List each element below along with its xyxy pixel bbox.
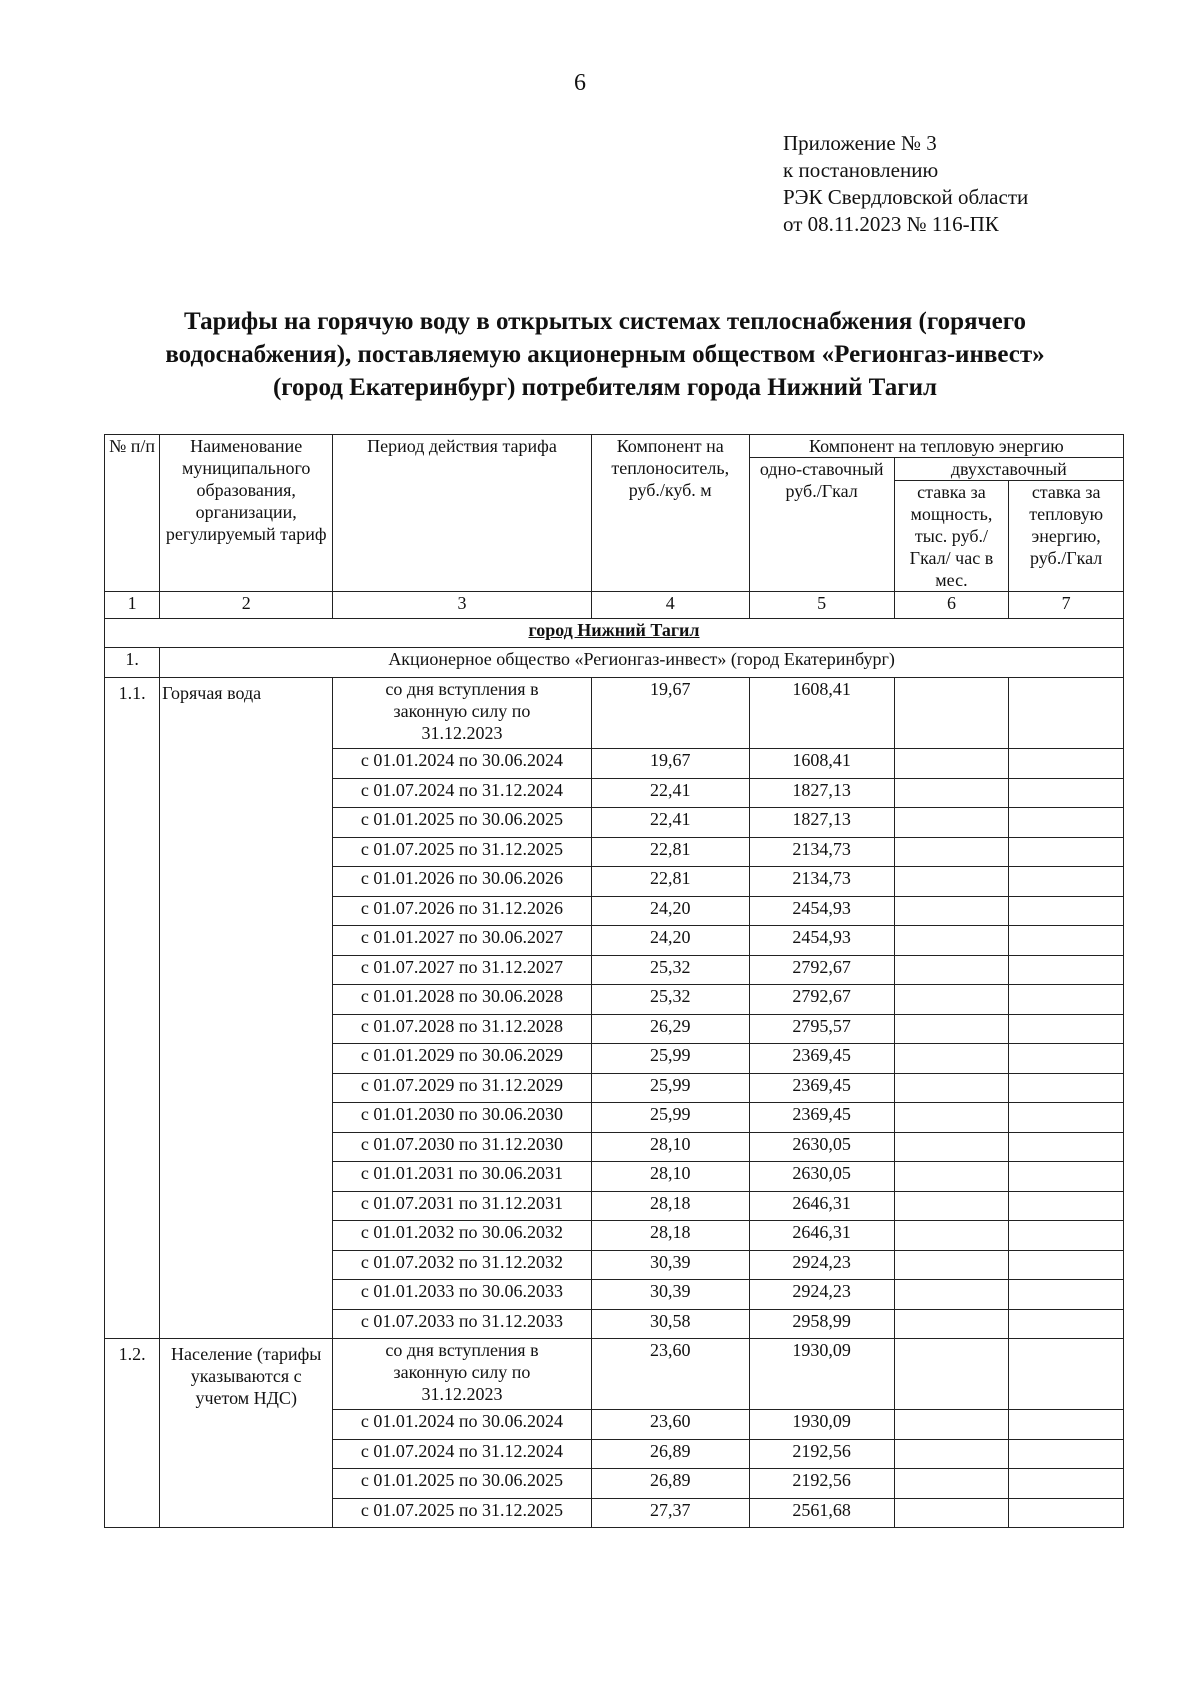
capacity-rate-cell <box>894 1410 1009 1440</box>
period-cell: с 01.07.2031 по 31.12.2031 <box>333 1191 592 1221</box>
period-cell: с 01.07.2032 по 31.12.2032 <box>333 1250 592 1280</box>
energy-rate-cell <box>1009 1014 1124 1044</box>
carrier-cell: 23,60 <box>591 1410 749 1440</box>
title-line: (город Екатеринбург) потребителям города Нижний Тагил <box>272 374 937 401</box>
city-heading: город Нижний Тагил <box>105 619 1124 648</box>
period-cell: с 01.01.2025 по 30.06.2025 <box>333 1469 592 1499</box>
carrier-cell: 19,67 <box>591 678 749 749</box>
period-cell: с 01.01.2033 по 30.06.2033 <box>333 1280 592 1310</box>
single-rate-cell: 1930,09 <box>749 1410 894 1440</box>
energy-rate-cell <box>1009 867 1124 897</box>
org-name: Акционерное общество «Регионгаз-инвест» (город Екатеринбург) <box>160 648 1124 678</box>
period-cell: с 01.01.2025 по 30.06.2025 <box>333 808 592 838</box>
carrier-cell: 22,41 <box>591 808 749 838</box>
section-name: Горячая вода <box>160 678 333 1339</box>
section-name: Население (тарифы указываются с учетом НДС) <box>160 1339 333 1528</box>
period-cell: с 01.07.2024 по 31.12.2024 <box>333 1439 592 1469</box>
carrier-cell: 24,20 <box>591 926 749 956</box>
energy-rate-cell <box>1009 1250 1124 1280</box>
carrier-cell: 27,37 <box>591 1498 749 1528</box>
single-rate-cell: 1827,13 <box>749 778 894 808</box>
period-cell: с 01.07.2025 по 31.12.2025 <box>333 837 592 867</box>
energy-rate-cell <box>1009 1162 1124 1192</box>
header-heat-group: Компонент на тепловую энергию <box>749 435 1123 458</box>
energy-rate-cell <box>1009 1132 1124 1162</box>
energy-rate-cell <box>1009 1498 1124 1528</box>
single-rate-cell: 2369,45 <box>749 1073 894 1103</box>
energy-rate-cell <box>1009 926 1124 956</box>
appendix-line: к постановлению <box>783 158 939 182</box>
energy-rate-cell <box>1009 1339 1124 1410</box>
single-rate-cell: 2792,67 <box>749 955 894 985</box>
section-number: 1.1. <box>105 678 160 1339</box>
carrier-cell: 22,41 <box>591 778 749 808</box>
capacity-rate-cell <box>894 749 1009 779</box>
energy-rate-cell <box>1009 837 1124 867</box>
carrier-cell: 23,60 <box>591 1339 749 1410</box>
capacity-rate-cell <box>894 778 1009 808</box>
header-number: № п/п <box>105 435 160 592</box>
carrier-cell: 25,99 <box>591 1073 749 1103</box>
single-rate-cell: 2134,73 <box>749 837 894 867</box>
appendix-line: от 08.11.2023 № 116-ПК <box>783 212 999 236</box>
carrier-cell: 25,32 <box>591 955 749 985</box>
column-number: 2 <box>160 592 333 619</box>
energy-rate-cell <box>1009 1410 1124 1440</box>
capacity-rate-cell <box>894 808 1009 838</box>
single-rate-cell: 1608,41 <box>749 749 894 779</box>
single-rate-cell: 2630,05 <box>749 1132 894 1162</box>
period-cell: с 01.07.2026 по 31.12.2026 <box>333 896 592 926</box>
carrier-cell: 24,20 <box>591 896 749 926</box>
period-cell: с 01.01.2031 по 30.06.2031 <box>333 1162 592 1192</box>
column-number: 6 <box>894 592 1009 619</box>
single-rate-cell: 2369,45 <box>749 1044 894 1074</box>
period-cell: с 01.07.2033 по 31.12.2033 <box>333 1309 592 1339</box>
period-cell: с 01.07.2025 по 31.12.2025 <box>333 1498 592 1528</box>
period-cell: с 01.01.2024 по 30.06.2024 <box>333 749 592 779</box>
period-cell: с 01.01.2029 по 30.06.2029 <box>333 1044 592 1074</box>
capacity-rate-cell <box>894 1073 1009 1103</box>
single-rate-cell: 2646,31 <box>749 1191 894 1221</box>
single-rate-cell: 2792,67 <box>749 985 894 1015</box>
section-number: 1.2. <box>105 1339 160 1528</box>
capacity-rate-cell <box>894 837 1009 867</box>
energy-rate-cell <box>1009 955 1124 985</box>
capacity-rate-cell <box>894 1044 1009 1074</box>
carrier-cell: 28,10 <box>591 1132 749 1162</box>
capacity-rate-cell <box>894 1339 1009 1410</box>
tariff-row <box>105 678 1124 749</box>
capacity-rate-cell <box>894 926 1009 956</box>
energy-rate-cell <box>1009 778 1124 808</box>
single-rate-cell: 2630,05 <box>749 1162 894 1192</box>
energy-rate-cell <box>1009 1103 1124 1133</box>
period-cell: со дня вступления в законную силу по 31.12.2023 <box>333 678 592 749</box>
page-number: 6 <box>574 70 586 96</box>
capacity-rate-cell <box>894 678 1009 749</box>
capacity-rate-cell <box>894 1469 1009 1499</box>
carrier-cell: 26,89 <box>591 1469 749 1499</box>
single-rate-cell: 2795,57 <box>749 1014 894 1044</box>
header-name: Наименование муниципального образования, организации, регулируемый тариф <box>160 435 333 592</box>
header-carrier: Компонент на теплоноситель, руб./куб. м <box>591 435 749 592</box>
tariff-row <box>105 1339 1124 1410</box>
period-cell: с 01.01.2028 по 30.06.2028 <box>333 985 592 1015</box>
energy-rate-cell <box>1009 808 1124 838</box>
column-number: 5 <box>749 592 894 619</box>
carrier-cell: 26,89 <box>591 1439 749 1469</box>
energy-rate-cell <box>1009 1191 1124 1221</box>
period-cell: с 01.07.2028 по 31.12.2028 <box>333 1014 592 1044</box>
carrier-cell: 28,10 <box>591 1162 749 1192</box>
capacity-rate-cell <box>894 1439 1009 1469</box>
single-rate-cell: 2924,23 <box>749 1280 894 1310</box>
single-rate-cell: 2369,45 <box>749 1103 894 1133</box>
document-title <box>100 305 1110 404</box>
energy-rate-cell <box>1009 985 1124 1015</box>
appendix-line: РЭК Свердловской области <box>783 185 1029 209</box>
appendix-note <box>783 130 1028 238</box>
carrier-cell: 22,81 <box>591 867 749 897</box>
energy-rate-cell <box>1009 1044 1124 1074</box>
header-period: Период действия тарифа <box>333 435 592 592</box>
capacity-rate-cell <box>894 955 1009 985</box>
header-energy-rate: ставка за тепловую энергию, руб./Гкал <box>1009 481 1124 592</box>
column-number: 1 <box>105 592 160 619</box>
single-rate-cell: 1827,13 <box>749 808 894 838</box>
column-number: 3 <box>333 592 592 619</box>
capacity-rate-cell <box>894 1309 1009 1339</box>
carrier-cell: 26,29 <box>591 1014 749 1044</box>
energy-rate-cell <box>1009 1073 1124 1103</box>
appendix-line: Приложение № 3 <box>783 131 937 155</box>
header-two-part-group: двухставочный <box>894 458 1123 481</box>
carrier-cell: 25,99 <box>591 1103 749 1133</box>
energy-rate-cell <box>1009 1221 1124 1251</box>
capacity-rate-cell <box>894 867 1009 897</box>
header-capacity-rate: ставка за мощность, тыс. руб./Гкал/ час в мес. <box>894 481 1009 592</box>
carrier-cell: 28,18 <box>591 1191 749 1221</box>
title-line: Тарифы на горячую воду в открытых системах теплоснабжения (горячего <box>184 308 1026 335</box>
header-single-rate: одно-ставочный руб./Гкал <box>749 458 894 592</box>
capacity-rate-cell <box>894 1280 1009 1310</box>
carrier-cell: 25,99 <box>591 1044 749 1074</box>
capacity-rate-cell <box>894 896 1009 926</box>
single-rate-cell: 2561,68 <box>749 1498 894 1528</box>
period-cell: с 01.07.2024 по 31.12.2024 <box>333 778 592 808</box>
capacity-rate-cell <box>894 1162 1009 1192</box>
period-cell: со дня вступления в законную силу по 31.12.2023 <box>333 1339 592 1410</box>
period-cell: с 01.07.2029 по 31.12.2029 <box>333 1073 592 1103</box>
org-number: 1. <box>105 648 160 678</box>
capacity-rate-cell <box>894 1221 1009 1251</box>
capacity-rate-cell <box>894 1103 1009 1133</box>
single-rate-cell: 2192,56 <box>749 1469 894 1499</box>
energy-rate-cell <box>1009 1309 1124 1339</box>
capacity-rate-cell <box>894 985 1009 1015</box>
period-cell: с 01.01.2032 по 30.06.2032 <box>333 1221 592 1251</box>
energy-rate-cell <box>1009 1469 1124 1499</box>
period-cell: с 01.07.2030 по 31.12.2030 <box>333 1132 592 1162</box>
energy-rate-cell <box>1009 896 1124 926</box>
carrier-cell: 19,67 <box>591 749 749 779</box>
carrier-cell: 25,32 <box>591 985 749 1015</box>
single-rate-cell: 2646,31 <box>749 1221 894 1251</box>
period-cell: с 01.01.2030 по 30.06.2030 <box>333 1103 592 1133</box>
single-rate-cell: 2454,93 <box>749 896 894 926</box>
carrier-cell: 30,58 <box>591 1309 749 1339</box>
energy-rate-cell <box>1009 1280 1124 1310</box>
column-number: 4 <box>591 592 749 619</box>
title-line: водоснабжения), поставляемую акционерным обществом «Регионгаз-инвест» <box>165 341 1045 368</box>
period-cell: с 01.01.2027 по 30.06.2027 <box>333 926 592 956</box>
single-rate-cell: 2192,56 <box>749 1439 894 1469</box>
energy-rate-cell <box>1009 749 1124 779</box>
carrier-cell: 30,39 <box>591 1250 749 1280</box>
capacity-rate-cell <box>894 1132 1009 1162</box>
energy-rate-cell <box>1009 1439 1124 1469</box>
single-rate-cell: 1608,41 <box>749 678 894 749</box>
carrier-cell: 22,81 <box>591 837 749 867</box>
single-rate-cell: 2958,99 <box>749 1309 894 1339</box>
single-rate-cell: 2454,93 <box>749 926 894 956</box>
tariff-table <box>104 434 1124 1528</box>
carrier-cell: 30,39 <box>591 1280 749 1310</box>
capacity-rate-cell <box>894 1014 1009 1044</box>
capacity-rate-cell <box>894 1498 1009 1528</box>
capacity-rate-cell <box>894 1191 1009 1221</box>
single-rate-cell: 2924,23 <box>749 1250 894 1280</box>
energy-rate-cell <box>1009 678 1124 749</box>
period-cell: с 01.07.2027 по 31.12.2027 <box>333 955 592 985</box>
single-rate-cell: 2134,73 <box>749 867 894 897</box>
carrier-cell: 28,18 <box>591 1221 749 1251</box>
period-cell: с 01.01.2026 по 30.06.2026 <box>333 867 592 897</box>
capacity-rate-cell <box>894 1250 1009 1280</box>
period-cell: с 01.01.2024 по 30.06.2024 <box>333 1410 592 1440</box>
column-number: 7 <box>1009 592 1124 619</box>
single-rate-cell: 1930,09 <box>749 1339 894 1410</box>
